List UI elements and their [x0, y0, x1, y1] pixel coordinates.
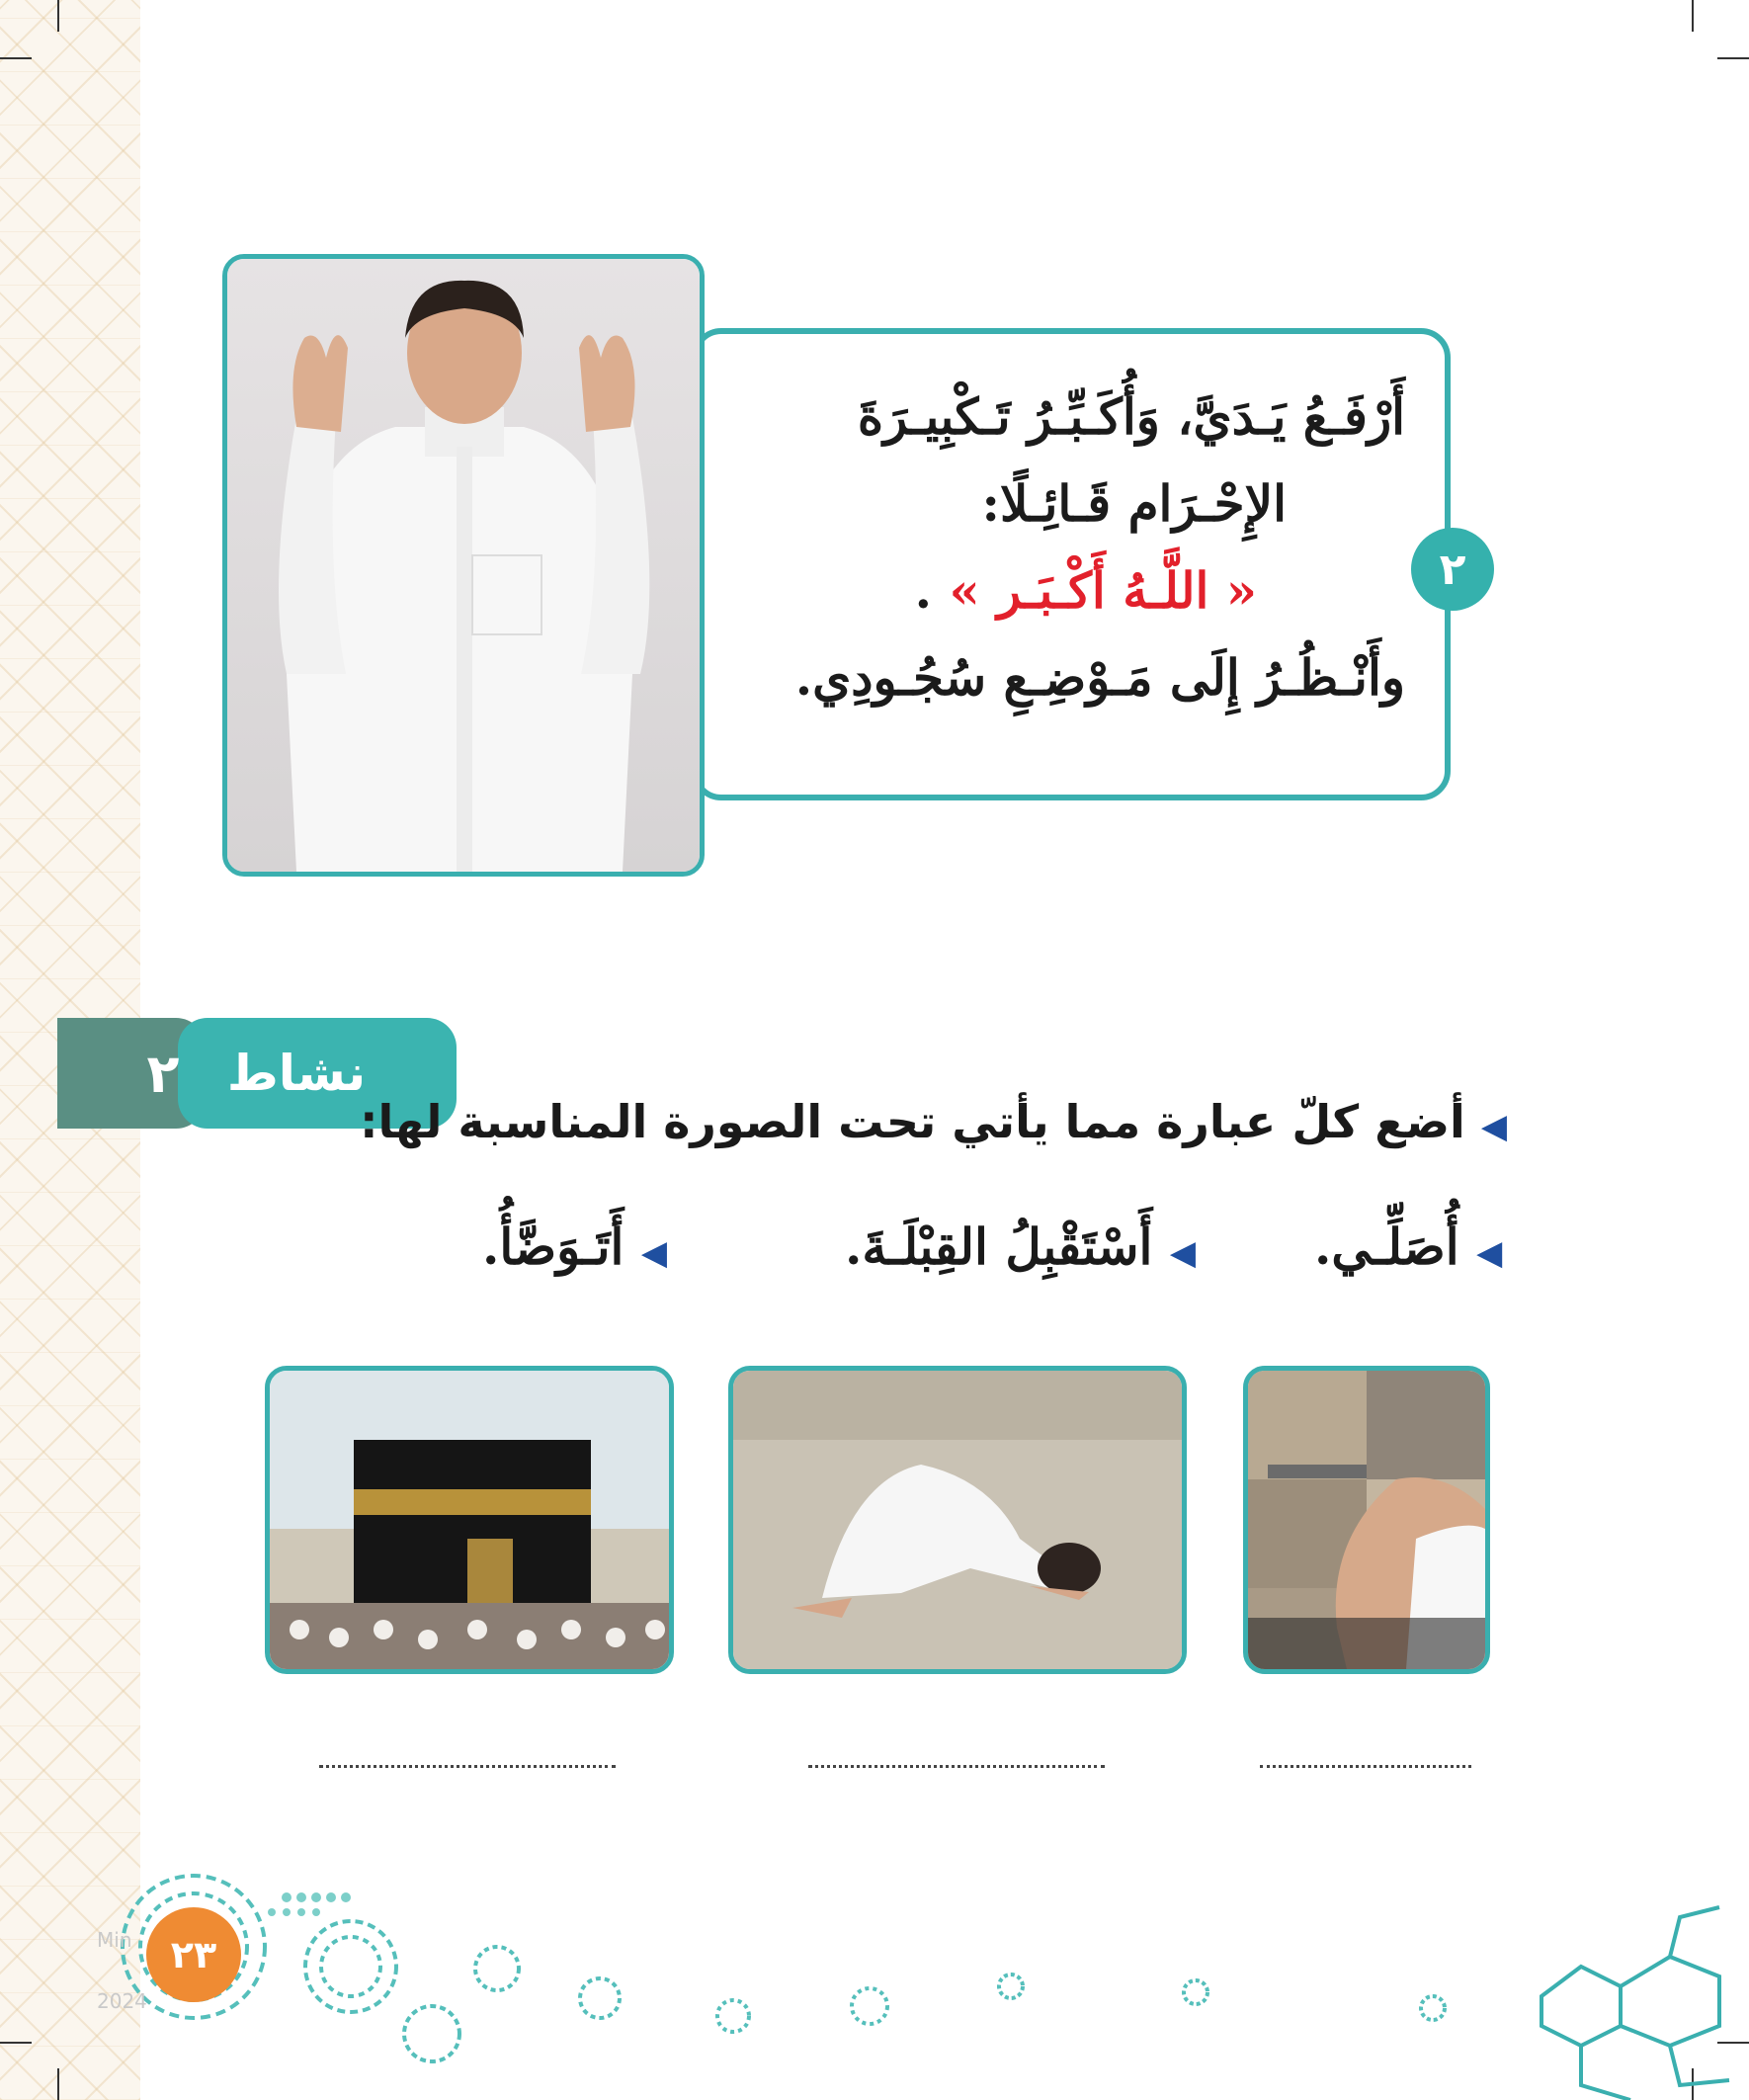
step-line-3 — [773, 547, 1257, 634]
step-card — [692, 328, 1451, 800]
step-line-2: الإِحْـرَام قَـائِـلًا: — [981, 474, 1287, 533]
choice-qibla — [845, 1218, 1196, 1276]
activity-instruction — [321, 1095, 1507, 1148]
activity-label: نشاط — [226, 1045, 367, 1102]
bullet-arrow-icon: ◀ — [640, 1233, 667, 1273]
footer-ornament — [0, 1838, 1749, 2100]
ablution-illustration — [1248, 1371, 1485, 1669]
kaaba-illustration — [270, 1371, 669, 1669]
prostration-photo — [728, 1366, 1187, 1674]
footer-year: 2024 — [97, 1989, 147, 2013]
choice-wudu — [482, 1218, 667, 1276]
step-line-4: وأَنْـظُـرُ إِلَى مَـوْضِـعِ سُجُـودِي. — [794, 648, 1405, 707]
page-number: ٢٣ — [146, 1907, 241, 2002]
wudu-photo — [1243, 1366, 1490, 1674]
step-number-badge: ٢ — [1411, 528, 1494, 611]
crop-mark — [0, 57, 32, 59]
boy-prostrating-illustration — [733, 1371, 1182, 1669]
choice-pray — [1314, 1218, 1502, 1276]
answer-line-wudu[interactable] — [1260, 1765, 1471, 1768]
step-text — [773, 374, 1405, 721]
bullet-arrow-icon: ◀ — [1476, 1233, 1503, 1273]
instruction-text: أضع كلّ عبارة مما يأتي تحت الصورة المناسبة لها: — [360, 1095, 1465, 1148]
boy-raising-hands-illustration — [227, 259, 700, 872]
choice-qibla-text: أَسْتَقْبِلُ القِبْلَـةَ. — [845, 1218, 1153, 1276]
choice-wudu-text: أَتَـوَضَّأُ. — [482, 1218, 625, 1276]
bullet-arrow-icon: ◀ — [1169, 1233, 1197, 1273]
choice-pray-text: أُصَلِّـي. — [1314, 1218, 1459, 1276]
crop-mark — [1692, 0, 1694, 32]
crop-mark — [57, 0, 59, 32]
activity-number: ٢ — [146, 1042, 180, 1105]
crop-mark — [1717, 57, 1749, 59]
step-line-1: أَرْفَـعُ يَـدَيَّ، وَأُكَـبِّـرُ تَـكْبِيـرَةَ — [857, 387, 1405, 446]
answer-line-prostration[interactable] — [808, 1765, 1105, 1768]
answer-line-kaaba[interactable] — [319, 1765, 616, 1768]
kaaba-photo — [265, 1366, 674, 1674]
boy-takbir-photo — [222, 254, 705, 877]
takbir-quote: « اللَّـهُ أَكْـبَـر » — [949, 561, 1257, 620]
svg-text:Min: Min — [97, 1928, 132, 1952]
bullet-arrow-icon: ◀ — [1480, 1107, 1507, 1146]
quote-end: . — [914, 561, 933, 620]
